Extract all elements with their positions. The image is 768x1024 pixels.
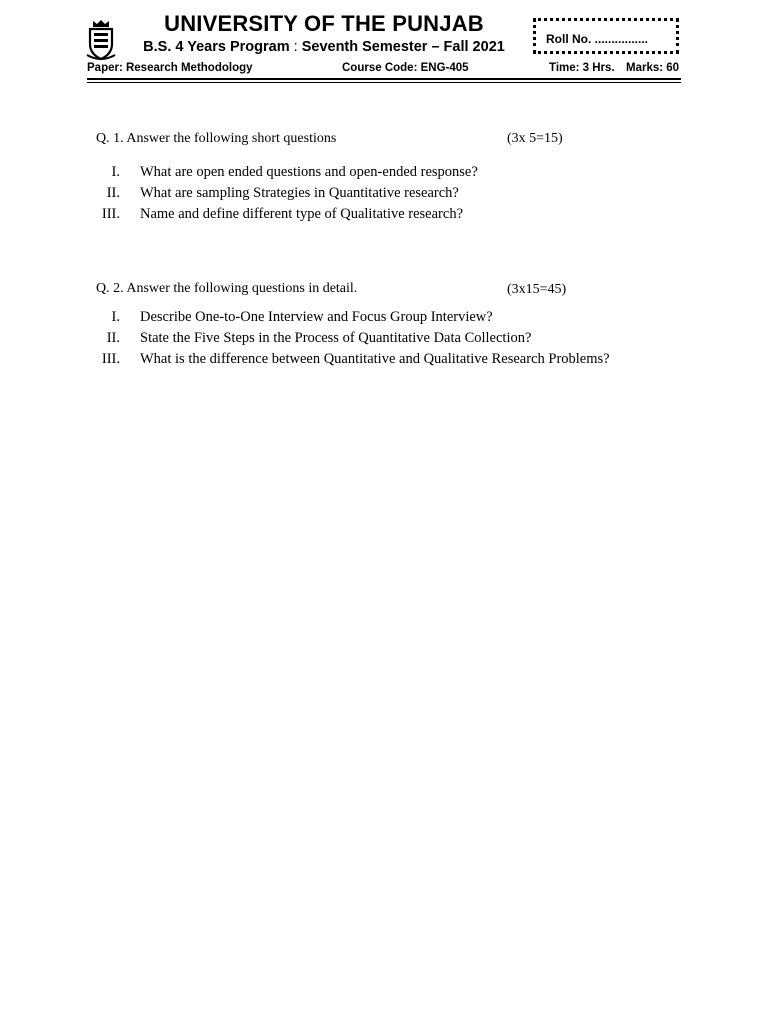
item-number: I. — [111, 164, 120, 180]
question-1-item — [0, 185, 768, 205]
roll-number-label: Roll No. ................ — [546, 32, 649, 46]
university-title: UNIVERSITY OF THE PUNJAB — [164, 11, 484, 36]
item-number: II. — [106, 330, 120, 346]
question-1-item — [0, 206, 768, 226]
semester-name: Seventh Semester – Fall 2021 — [301, 39, 505, 55]
item-text: What are sampling Strategies in Quantitative research? — [140, 185, 459, 201]
question-1-item — [0, 164, 768, 184]
course-code: Course Code: ENG-405 — [342, 62, 469, 74]
question-1-marks: (3x 5=15) — [507, 131, 563, 146]
item-text: What is the difference between Quantitative and Qualitative Research Problems? — [140, 351, 610, 367]
header-divider-thick — [87, 78, 681, 80]
question-2-item — [0, 309, 768, 329]
paper-name: Paper: Research Methodology — [87, 62, 253, 74]
item-number: II. — [106, 185, 120, 201]
item-text: Describe One-to-One Interview and Focus Group Interview? — [140, 309, 493, 325]
item-text: What are open ended questions and open-ended response? — [140, 164, 478, 180]
item-text: State the Five Steps in the Process of Quantitative Data Collection? — [140, 330, 532, 346]
exam-time: Time: 3 Hrs. — [549, 62, 615, 74]
roll-number-box — [533, 18, 679, 54]
item-number: III. — [101, 351, 120, 367]
question-2-item — [0, 351, 768, 371]
item-text: Name and define different type of Qualitative research? — [140, 206, 464, 222]
question-2-item — [0, 330, 768, 350]
question-2-marks: (3x15=45) — [507, 282, 567, 297]
question-1-heading: Q. 1. Answer the following short questions — [96, 131, 337, 146]
item-number: I. — [111, 309, 120, 325]
header-divider-thin — [87, 82, 681, 83]
program-name: B.S. 4 Years Program — [143, 39, 290, 55]
total-marks: Marks: 60 — [626, 62, 680, 74]
program-separator: : — [293, 39, 298, 55]
question-2-heading: Q. 2. Answer the following questions in detail. — [96, 281, 358, 296]
item-number: III. — [101, 206, 120, 222]
